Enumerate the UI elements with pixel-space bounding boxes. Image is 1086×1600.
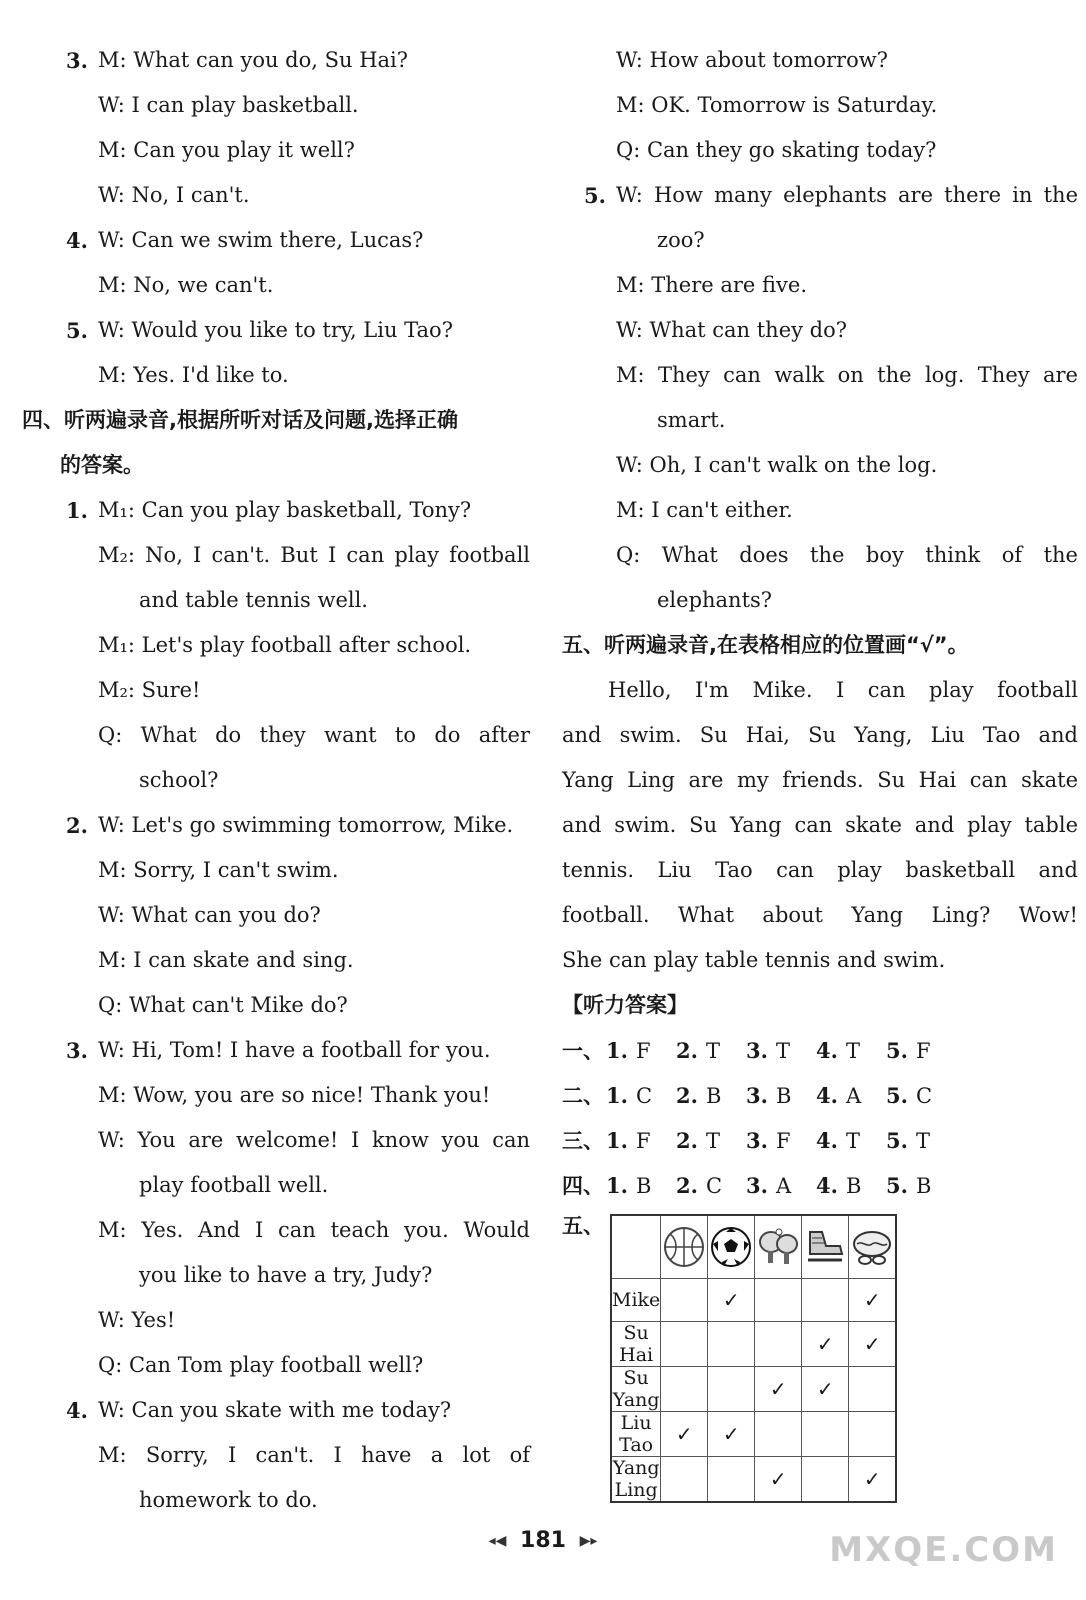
check-mark-icon: ✓ <box>675 1422 693 1446</box>
line-text: W: No, I can't. <box>98 183 250 207</box>
dialogue-line <box>578 308 1078 353</box>
line-text: school? <box>139 768 219 792</box>
line-text: W: How about tomorrow? <box>616 48 888 72</box>
left-column <box>22 38 530 1523</box>
answer-number: 3. <box>746 1038 768 1063</box>
answers-title: 【听力答案】 <box>562 993 688 1017</box>
answer-item <box>746 1118 816 1164</box>
answer-number: 5. <box>886 1173 908 1198</box>
section4-title: 四、听两遍录音,根据所听对话及问题,选择正确 <box>22 408 458 432</box>
empty-cell <box>661 1322 708 1367</box>
line-text: M: Wow, you are so nice! Thank you! <box>98 1083 491 1107</box>
answer-value: F <box>635 1039 651 1063</box>
dialogue-line <box>60 1208 530 1253</box>
dialogue-line <box>60 938 530 983</box>
dialogue-line <box>60 308 530 353</box>
answer-item <box>886 1163 956 1209</box>
empty-cell <box>755 1412 802 1457</box>
check-cell <box>849 1279 897 1322</box>
answer-number: 4. <box>816 1083 838 1108</box>
line-text: M: Yes. I'd like to. <box>98 363 289 387</box>
answer-row-label: 一、 <box>562 1039 604 1063</box>
line-text: M₁: Can you play basketball, Tony? <box>98 498 472 522</box>
check-cell <box>708 1279 755 1322</box>
answer-value: C <box>705 1174 723 1198</box>
passage-line: She can play table tennis and swim. <box>562 948 946 972</box>
student-name: Su Hai <box>611 1322 661 1367</box>
student-name: Yang Ling <box>612 1457 660 1501</box>
right-column <box>562 38 1078 1208</box>
dialogue-line <box>578 398 1078 443</box>
basketball-icon <box>661 1215 708 1279</box>
answer-row-label: 二、 <box>562 1084 604 1108</box>
dialogue-line <box>60 353 530 398</box>
dialogue-line <box>60 128 530 173</box>
line-text: M: I can skate and sing. <box>98 948 354 972</box>
dialogue-line <box>578 488 1078 533</box>
line-text: and table tennis well. <box>139 588 368 612</box>
answer-value: B <box>775 1084 792 1108</box>
answer-number: 2. <box>676 1083 698 1108</box>
answer-number: 3. <box>746 1173 768 1198</box>
dialogue-line <box>578 173 1078 218</box>
dialogue-line <box>60 713 530 758</box>
dialogue-line <box>578 83 1078 128</box>
check-cell <box>802 1322 849 1367</box>
dialogue-line <box>60 1388 530 1433</box>
answer-item <box>676 1163 746 1209</box>
answer-number: 5. <box>886 1128 908 1153</box>
line-text: W: Yes! <box>98 1308 176 1332</box>
answer-value: B <box>635 1174 652 1198</box>
dialogue-line <box>578 353 1078 398</box>
empty-cell <box>708 1322 755 1367</box>
answer-row <box>562 1163 1078 1208</box>
empty-cell <box>849 1412 897 1457</box>
empty-cell <box>802 1412 849 1457</box>
watermark: MXQE.COM <box>829 1530 1058 1570</box>
passage-line: Hello, I'm Mike. I can play football <box>608 678 1078 702</box>
line-text: elephants? <box>657 588 773 612</box>
passage-line: tennis. Liu Tao can play basketball and <box>562 858 1078 882</box>
table-row <box>611 1412 896 1457</box>
answer-row <box>562 1118 1078 1163</box>
check-mark-icon: ✓ <box>863 1288 881 1312</box>
answer-item <box>816 1073 886 1119</box>
passage-line: and swim. Su Yang can skate and play table <box>562 813 1078 837</box>
answer-value: A <box>775 1174 792 1198</box>
answer-value: T <box>775 1039 790 1063</box>
answer-item <box>886 1118 956 1164</box>
check-mark-icon: ✓ <box>863 1332 881 1356</box>
dialogue-line <box>60 983 530 1028</box>
check-mark-icon: ✓ <box>769 1467 787 1491</box>
answer-value: B <box>705 1084 722 1108</box>
answer-number: 5. <box>886 1038 908 1063</box>
answer-row <box>562 1028 1078 1073</box>
table-label: 五、 <box>562 1214 604 1238</box>
empty-cell <box>661 1279 708 1322</box>
line-text: W: What can they do? <box>616 318 848 342</box>
football-icon <box>708 1215 755 1279</box>
answer-item <box>816 1163 886 1209</box>
passage-line: and swim. Su Hai, Su Yang, Liu Tao and <box>562 723 1078 747</box>
line-text: Q: Can Tom play football well? <box>98 1353 424 1377</box>
check-mark-icon: ✓ <box>816 1377 834 1401</box>
answer-value: C <box>915 1084 933 1108</box>
answer-value: F <box>915 1039 931 1063</box>
item-number: 3. <box>66 1038 88 1063</box>
dialogue-line <box>60 488 530 533</box>
answer-number: 1. <box>606 1038 628 1063</box>
dialogue-line <box>60 1163 530 1208</box>
dialogue-line <box>578 218 1078 263</box>
item-number: 4. <box>66 1398 88 1423</box>
line-text: M: Sorry, I can't. I have a lot of <box>98 1443 530 1467</box>
empty-cell <box>661 1367 708 1412</box>
line-text: W: Would you like to try, Liu Tao? <box>98 318 453 342</box>
empty-cell <box>708 1457 755 1503</box>
section4-title-cont: 的答案。 <box>60 453 144 477</box>
table-row <box>611 1279 896 1322</box>
line-text: M: Can you play it well? <box>98 138 355 162</box>
line-text: M: I can't either. <box>616 498 793 522</box>
dialogue-line <box>60 1028 530 1073</box>
answer-number: 2. <box>676 1038 698 1063</box>
table-row <box>611 1367 896 1412</box>
answer-item <box>676 1073 746 1119</box>
dialogue-line <box>60 1298 530 1343</box>
answer-number: 4. <box>816 1038 838 1063</box>
answer-value: F <box>635 1129 651 1153</box>
answer-number: 4. <box>816 1128 838 1153</box>
check-mark-icon: ✓ <box>722 1422 740 1446</box>
dialogue-line <box>60 803 530 848</box>
line-text: W: Let's go swimming tomorrow, Mike. <box>98 813 514 837</box>
dialogue-line <box>578 128 1078 173</box>
table-tennis-icon <box>755 1215 802 1279</box>
check-cell <box>849 1457 897 1503</box>
answer-item <box>676 1028 746 1074</box>
answer-value: A <box>845 1084 862 1108</box>
answer-item <box>886 1028 956 1074</box>
dialogue-line <box>60 1478 530 1523</box>
line-text: homework to do. <box>139 1488 318 1512</box>
student-name: Su Yang <box>612 1367 660 1411</box>
line-text: M: Yes. And I can teach you. Would <box>98 1218 530 1242</box>
prev-page-icon: ◂◀ <box>488 1533 507 1549</box>
icon-header-row <box>611 1215 896 1279</box>
table-row <box>611 1322 896 1367</box>
line-text: play football well. <box>139 1173 329 1197</box>
dialogue-line <box>60 83 530 128</box>
empty-cell <box>661 1457 708 1503</box>
line-text: M₂: Sure! <box>98 678 201 702</box>
line-text: W: Can you skate with me today? <box>98 1398 452 1422</box>
answer-number: 3. <box>746 1128 768 1153</box>
item-number: 3. <box>66 48 88 73</box>
line-text: W: Oh, I can't walk on the log. <box>616 453 938 477</box>
item-number: 4. <box>66 228 88 253</box>
empty-cell <box>755 1322 802 1367</box>
dialogue-line <box>60 623 530 668</box>
answer-item <box>816 1118 886 1164</box>
answer-item <box>606 1028 676 1074</box>
answer-value: B <box>845 1174 862 1198</box>
line-text: M: No, we can't. <box>98 273 274 297</box>
dialogue-line <box>60 218 530 263</box>
answer-item <box>606 1118 676 1164</box>
answer-number: 1. <box>606 1128 628 1153</box>
dialogue-line <box>60 263 530 308</box>
check-cell <box>755 1367 802 1412</box>
line-text: W: Hi, Tom! I have a football for you. <box>98 1038 491 1062</box>
item-number: 1. <box>66 498 88 523</box>
line-text: you like to have a try, Judy? <box>139 1263 433 1287</box>
dialogue-line <box>60 1118 530 1163</box>
answer-item <box>606 1073 676 1119</box>
dialogue-line <box>60 668 530 713</box>
answer-value: T <box>845 1039 860 1063</box>
line-text: M: OK. Tomorrow is Saturday. <box>616 93 938 117</box>
dialogue-line <box>60 1433 530 1478</box>
item-number: 5. <box>66 318 88 343</box>
line-text: M: Sorry, I can't swim. <box>98 858 339 882</box>
student-name: Mike <box>611 1279 661 1322</box>
item-number: 5. <box>584 183 606 208</box>
answer-value: T <box>705 1129 720 1153</box>
item-number: 2. <box>66 813 88 838</box>
answer-value: T <box>915 1129 930 1153</box>
empty-cell <box>849 1367 897 1412</box>
dialogue-line <box>578 38 1078 83</box>
line-text: zoo? <box>657 228 705 252</box>
dialogue-line <box>578 263 1078 308</box>
swimming-icon <box>849 1215 897 1279</box>
dialogue-line <box>578 533 1078 578</box>
dialogue-line <box>60 1253 530 1298</box>
answer-value: C <box>635 1084 653 1108</box>
check-mark-icon: ✓ <box>769 1377 787 1401</box>
answer-row-label: 三、 <box>562 1129 604 1153</box>
answer-item <box>746 1028 816 1074</box>
empty-cell <box>708 1367 755 1412</box>
check-cell <box>849 1322 897 1367</box>
line-text: M: They can walk on the log. They are <box>616 363 1078 387</box>
dialogue-line <box>60 758 530 803</box>
check-cell <box>661 1412 708 1457</box>
check-mark-icon: ✓ <box>863 1467 881 1491</box>
student-name: Liu Tao <box>611 1412 661 1457</box>
activities-table <box>610 1214 897 1503</box>
dialogue-line <box>60 1073 530 1118</box>
dialogue-line <box>60 533 530 578</box>
section5-title: 五、听两遍录音,在表格相应的位置画“√”。 <box>562 633 969 657</box>
empty-cell <box>802 1279 849 1322</box>
corner-cell <box>611 1215 661 1279</box>
empty-cell <box>755 1279 802 1322</box>
answer-row <box>562 1073 1078 1118</box>
answer-number: 5. <box>886 1083 908 1108</box>
answer-item <box>746 1163 816 1209</box>
answer-number: 4. <box>816 1173 838 1198</box>
dialogue-line <box>578 578 1078 623</box>
answer-item <box>816 1028 886 1074</box>
answer-value: T <box>705 1039 720 1063</box>
table-row <box>611 1457 896 1503</box>
dialogue-line <box>60 578 530 623</box>
line-text: W: How many elephants are there in the <box>616 183 1078 207</box>
line-text: Q: What can't Mike do? <box>98 993 348 1017</box>
dialogue-line <box>60 38 530 83</box>
line-text: M: What can you do, Su Hai? <box>98 48 409 72</box>
answer-item <box>606 1163 676 1209</box>
answer-item <box>746 1073 816 1119</box>
dialogue-line <box>60 848 530 893</box>
line-text: Q: What do they want to do after <box>98 723 530 747</box>
line-text: Q: Can they go skating today? <box>616 138 937 162</box>
check-mark-icon: ✓ <box>816 1332 834 1356</box>
dialogue-line <box>60 173 530 218</box>
passage-line: Yang Ling are my friends. Su Hai can skate <box>562 768 1078 792</box>
check-cell <box>755 1457 802 1503</box>
answer-value: T <box>845 1129 860 1153</box>
answer-number: 3. <box>746 1083 768 1108</box>
check-mark-icon: ✓ <box>722 1288 740 1312</box>
line-text: W: What can you do? <box>98 903 321 927</box>
page-number: 181 <box>520 1528 566 1553</box>
dialogue-line <box>60 1343 530 1388</box>
dialogue-line <box>578 443 1078 488</box>
next-page-icon: ▶▸ <box>579 1533 598 1549</box>
skates-icon <box>802 1215 849 1279</box>
line-text: W: You are welcome! I know you can <box>98 1128 530 1152</box>
check-cell <box>708 1412 755 1457</box>
answer-value: B <box>915 1174 932 1198</box>
answer-row-label: 四、 <box>562 1174 604 1198</box>
dialogue-line <box>60 893 530 938</box>
answer-number: 1. <box>606 1173 628 1198</box>
line-text: M: There are five. <box>616 273 807 297</box>
line-text: smart. <box>657 408 726 432</box>
line-text: W: I can play basketball. <box>98 93 359 117</box>
answer-item <box>886 1073 956 1119</box>
answer-item <box>676 1118 746 1164</box>
check-cell <box>802 1367 849 1412</box>
line-text: M₂: No, I can't. But I can play football <box>98 543 530 567</box>
answer-value: F <box>775 1129 791 1153</box>
line-text: Q: What does the boy think of the <box>616 543 1078 567</box>
line-text: M₁: Let's play football after school. <box>98 633 472 657</box>
empty-cell <box>802 1457 849 1503</box>
answer-number: 1. <box>606 1083 628 1108</box>
line-text: W: Can we swim there, Lucas? <box>98 228 424 252</box>
answer-number: 2. <box>676 1173 698 1198</box>
passage-line: football. What about Yang Ling? Wow! <box>562 903 1078 927</box>
answer-number: 2. <box>676 1128 698 1153</box>
